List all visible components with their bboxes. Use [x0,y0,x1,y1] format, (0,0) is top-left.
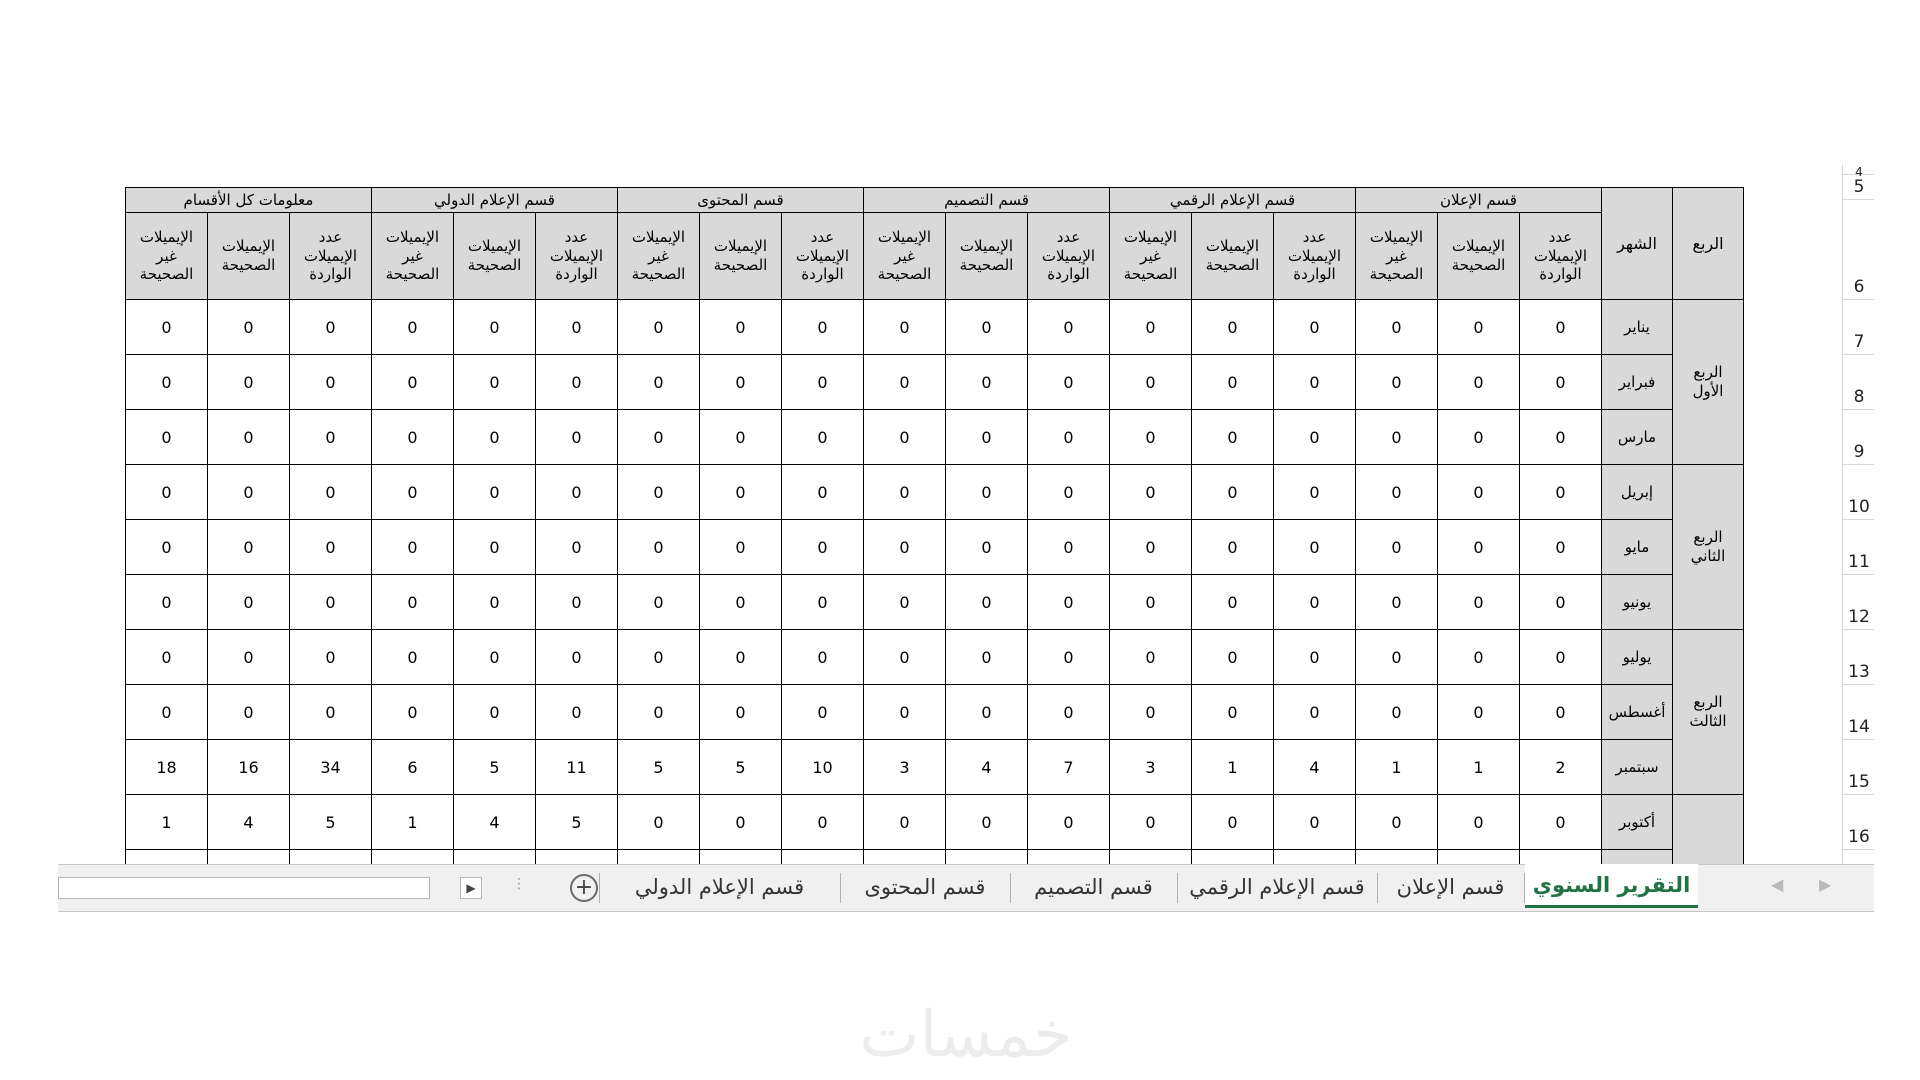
data-cell[interactable]: 0 [946,300,1028,355]
row-number[interactable]: 10 [1843,465,1874,520]
row-number[interactable]: 16 [1843,795,1874,850]
data-cell[interactable]: 0 [536,465,618,520]
data-cell[interactable]: 0 [782,630,864,685]
data-cell[interactable]: 0 [700,520,782,575]
data-cell[interactable]: 3 [864,740,946,795]
data-cell[interactable]: 0 [454,575,536,630]
subcolumn-header[interactable]: الإيميلات الصحيحة [1438,213,1520,300]
data-cell[interactable]: 0 [618,355,700,410]
subcolumn-header[interactable]: الإيميلات الصحيحة [700,213,782,300]
data-cell[interactable]: 0 [208,520,290,575]
sheet-tab[interactable]: قسم الإعلام الرقمي [1189,875,1365,899]
data-cell[interactable]: 0 [864,520,946,575]
data-cell[interactable]: 0 [1438,795,1520,850]
data-cell[interactable]: 0 [1110,355,1192,410]
table-row [126,630,1744,685]
data-cell[interactable]: 0 [1356,685,1438,740]
data-cell[interactable]: 0 [1274,465,1356,520]
data-cell[interactable]: 0 [1356,575,1438,630]
row-number[interactable]: 5 [1843,175,1874,200]
data-cell[interactable] [864,850,946,865]
data-cell[interactable]: 0 [864,465,946,520]
data-cell[interactable]: 0 [618,685,700,740]
data-cell[interactable]: 0 [126,410,208,465]
data-cell[interactable]: 0 [372,355,454,410]
data-cell[interactable]: 0 [864,300,946,355]
data-cell[interactable] [208,850,290,865]
data-cell[interactable]: 0 [1028,410,1110,465]
data-cell[interactable]: 1 [1192,740,1274,795]
data-cell[interactable]: 0 [290,465,372,520]
data-cell[interactable]: 0 [618,410,700,465]
table-row [126,795,1744,850]
data-cell[interactable]: 0 [1274,685,1356,740]
data-cell[interactable]: 0 [1274,355,1356,410]
data-cell[interactable]: 0 [536,575,618,630]
data-cell[interactable]: 0 [700,465,782,520]
chevron-right-icon[interactable]: ▶ [1819,875,1832,894]
data-cell[interactable]: 0 [1028,575,1110,630]
plus-circle-icon: + [574,875,594,900]
data-cell[interactable]: 0 [1192,520,1274,575]
data-cell[interactable]: 0 [700,300,782,355]
data-cell[interactable]: 0 [618,300,700,355]
data-cell[interactable]: 0 [946,355,1028,410]
data-cell[interactable]: 0 [1028,685,1110,740]
data-cell[interactable]: 7 [1028,740,1110,795]
department-header[interactable]: قسم الإعلام الدولي [372,188,618,213]
month-cell[interactable]: يونيو [1602,575,1673,630]
data-cell[interactable]: 4 [1274,740,1356,795]
data-cell[interactable]: 0 [1274,520,1356,575]
sheet-tab[interactable]: قسم الإعلان [1396,875,1505,899]
data-cell[interactable]: 1 [1438,740,1520,795]
data-cell[interactable]: 0 [126,630,208,685]
data-cell[interactable]: 0 [618,630,700,685]
sheet-tab[interactable]: قسم المحتوى [864,875,986,899]
table-row [126,300,1744,355]
data-cell[interactable] [1028,850,1110,865]
data-cell[interactable]: 0 [208,630,290,685]
subcolumn-header[interactable]: الإيميلات الصحيحة [454,213,536,300]
data-cell[interactable]: 16 [208,740,290,795]
data-cell[interactable]: 0 [126,465,208,520]
data-cell[interactable] [372,850,454,865]
row-number[interactable]: 9 [1843,410,1874,465]
data-cell[interactable]: 0 [1438,575,1520,630]
data-cell[interactable]: 0 [454,300,536,355]
data-cell[interactable]: 0 [126,300,208,355]
row-number[interactable]: 7 [1843,300,1874,355]
subcolumn-header[interactable]: الإيميلات غير الصحيحة [1356,213,1438,300]
data-cell[interactable]: 0 [1110,300,1192,355]
department-header-row [126,188,1744,213]
data-cell[interactable]: 0 [1028,300,1110,355]
month-cell[interactable]: مايو [1602,520,1673,575]
subcolumn-header[interactable]: الإيميلات الصحيحة [1192,213,1274,300]
row-number[interactable]: 13 [1843,630,1874,685]
data-cell[interactable]: 0 [946,795,1028,850]
quarter-column-header[interactable]: الربع [1673,188,1744,300]
data-cell[interactable]: 0 [1192,355,1274,410]
data-cell[interactable]: 0 [126,355,208,410]
month-column-header[interactable]: الشهر [1602,188,1673,300]
data-cell[interactable]: 0 [700,575,782,630]
data-cell[interactable]: 0 [1438,630,1520,685]
data-cell[interactable]: 0 [1356,465,1438,520]
data-cell[interactable]: 0 [454,355,536,410]
data-cell[interactable]: 5 [454,740,536,795]
data-cell[interactable]: 0 [208,355,290,410]
data-cell[interactable]: 0 [1438,465,1520,520]
row-number[interactable]: 4 [1843,165,1874,175]
row-number[interactable]: 11 [1843,520,1874,575]
data-cell[interactable]: 0 [618,575,700,630]
subcolumn-header[interactable]: عدد الإيميلات الواردة [290,213,372,300]
data-cell[interactable] [782,850,864,865]
data-cell[interactable]: 0 [290,520,372,575]
month-cell[interactable]: يناير [1602,300,1673,355]
data-cell[interactable]: 0 [1274,410,1356,465]
data-cell[interactable]: 0 [782,795,864,850]
data-cell[interactable]: 0 [1520,630,1602,685]
quarter-cell[interactable]: الربع الأول [1673,300,1744,465]
data-cell[interactable]: 0 [864,575,946,630]
data-cell[interactable]: 0 [1192,795,1274,850]
data-cell[interactable]: 0 [1110,795,1192,850]
data-cell[interactable]: 0 [700,685,782,740]
subcolumn-header[interactable]: الإيميلات غير الصحيحة [126,213,208,300]
data-cell[interactable]: 0 [946,465,1028,520]
data-cell[interactable]: 0 [700,410,782,465]
data-cell[interactable]: 0 [208,410,290,465]
data-cell[interactable]: 0 [290,575,372,630]
subcolumn-header[interactable]: الإيميلات الصحيحة [208,213,290,300]
subcolumn-header[interactable]: الإيميلات غير الصحيحة [864,213,946,300]
table-row [126,410,1744,465]
tab-divider [1010,873,1011,903]
add-sheet-button[interactable] [570,874,598,902]
horizontal-scrollbar[interactable] [58,877,430,899]
data-cell[interactable]: 0 [454,630,536,685]
data-cell[interactable]: 0 [126,685,208,740]
table-row [126,355,1744,410]
subcolumn-header[interactable]: عدد الإيميلات الواردة [782,213,864,300]
data-cell[interactable]: 0 [1192,465,1274,520]
data-cell[interactable]: 0 [1520,685,1602,740]
data-cell[interactable]: 0 [126,520,208,575]
tab-divider [1524,873,1525,903]
data-cell[interactable]: 0 [290,630,372,685]
data-cell[interactable]: 1 [372,795,454,850]
tab-divider [1377,873,1378,903]
subcolumn-header-row [126,213,1744,300]
data-cell[interactable]: 0 [1520,355,1602,410]
data-cell[interactable] [1110,850,1192,865]
data-cell[interactable]: 0 [372,410,454,465]
data-cell[interactable]: 6 [372,740,454,795]
tab-divider [840,873,841,903]
data-cell[interactable]: 5 [536,795,618,850]
data-cell[interactable] [700,850,782,865]
data-cell[interactable]: 0 [1028,795,1110,850]
tab-divider [1177,873,1178,903]
data-cell[interactable]: 0 [454,410,536,465]
scroll-right-icon[interactable]: ▶ [460,877,482,899]
table-row [126,465,1744,520]
data-cell[interactable]: 0 [1110,465,1192,520]
month-cell[interactable]: يوليو [1602,630,1673,685]
sheet-tab[interactable]: قسم التصميم [1034,875,1153,899]
table-row [126,575,1744,630]
data-cell[interactable]: 0 [454,520,536,575]
data-cell[interactable]: 0 [372,300,454,355]
data-cell[interactable]: 0 [1520,520,1602,575]
data-cell[interactable]: 0 [1192,300,1274,355]
data-cell[interactable]: 0 [946,410,1028,465]
data-cell[interactable]: 4 [454,795,536,850]
data-cell[interactable]: 1 [126,795,208,850]
chevron-left-icon[interactable]: ◀ [1771,875,1784,894]
subcolumn-header[interactable]: عدد الإيميلات الواردة [1274,213,1356,300]
data-cell[interactable]: 0 [372,520,454,575]
data-cell[interactable]: 5 [700,740,782,795]
department-header[interactable]: معلومات كل الأقسام [126,188,372,213]
data-cell[interactable]: 0 [1520,300,1602,355]
data-cell[interactable]: 3 [1110,740,1192,795]
data-cell[interactable]: 0 [536,300,618,355]
table-row [126,520,1744,575]
data-cell[interactable]: 18 [126,740,208,795]
data-cell[interactable]: 0 [536,410,618,465]
data-cell[interactable]: 0 [1356,410,1438,465]
data-cell[interactable]: 34 [290,740,372,795]
quarter-cell[interactable]: الربع الثالث [1673,630,1744,795]
data-cell[interactable]: 0 [618,795,700,850]
data-cell[interactable]: 0 [1110,575,1192,630]
quarter-cell[interactable] [1673,795,1744,865]
watermark-logo: خمسات [859,998,1073,1072]
data-cell[interactable] [1192,850,1274,865]
data-cell[interactable]: 0 [1356,355,1438,410]
data-cell[interactable]: 0 [372,630,454,685]
data-cell[interactable]: 5 [618,740,700,795]
data-cell[interactable]: 0 [946,575,1028,630]
sheet-tab[interactable]: التقرير السنوي [1525,864,1698,908]
data-cell[interactable] [1520,850,1602,865]
data-cell[interactable]: 0 [208,575,290,630]
month-cell[interactable]: إبريل [1602,465,1673,520]
row-number[interactable]: 12 [1843,575,1874,630]
data-cell[interactable]: 0 [782,685,864,740]
row-number[interactable]: 15 [1843,740,1874,795]
data-cell[interactable]: 0 [1274,630,1356,685]
data-cell[interactable]: 0 [1438,355,1520,410]
data-cell[interactable]: 0 [1192,575,1274,630]
month-cell[interactable]: فبراير [1602,355,1673,410]
data-cell[interactable]: 0 [782,355,864,410]
data-cell[interactable]: 0 [1110,410,1192,465]
data-cell[interactable]: 0 [700,795,782,850]
table-row [126,850,1744,865]
data-cell[interactable]: 0 [618,520,700,575]
data-cell[interactable]: 10 [782,740,864,795]
quarter-cell[interactable]: الربع الثاني [1673,465,1744,630]
data-cell[interactable]: 0 [864,410,946,465]
data-cell[interactable] [290,850,372,865]
tab-split-handle-icon[interactable]: ⋮ [512,876,526,892]
month-cell[interactable]: أكتوبر [1602,795,1673,850]
subcolumn-header[interactable]: الإيميلات الصحيحة [946,213,1028,300]
data-cell[interactable]: 0 [946,630,1028,685]
data-cell[interactable]: 5 [290,795,372,850]
data-cell[interactable]: 0 [1192,685,1274,740]
data-cell[interactable]: 0 [618,465,700,520]
spreadsheet-grid[interactable] [58,165,1874,864]
data-cell[interactable]: 0 [1438,410,1520,465]
data-cell[interactable]: 0 [1438,300,1520,355]
data-cell[interactable] [536,850,618,865]
data-cell[interactable]: 0 [1356,300,1438,355]
month-cell[interactable]: مارس [1602,410,1673,465]
data-cell[interactable]: 0 [1274,575,1356,630]
data-cell[interactable] [618,850,700,865]
data-cell[interactable]: 0 [208,465,290,520]
data-cell[interactable]: 0 [290,410,372,465]
data-cell[interactable]: 0 [946,520,1028,575]
data-cell[interactable]: 0 [372,575,454,630]
data-cell[interactable]: 0 [536,630,618,685]
sheet-tab[interactable]: قسم الإعلام الدولي [634,875,805,899]
data-cell[interactable]: 0 [864,630,946,685]
month-cell[interactable]: سبتمبر [1602,740,1673,795]
data-cell[interactable]: 1 [1356,740,1438,795]
data-cell[interactable]: 0 [1028,465,1110,520]
data-cell[interactable]: 0 [864,685,946,740]
table-row [126,685,1744,740]
data-cell[interactable]: 0 [1520,410,1602,465]
data-cell[interactable]: 0 [700,355,782,410]
data-cell[interactable]: 4 [208,795,290,850]
data-cell[interactable]: 0 [536,685,618,740]
row-number[interactable]: 8 [1843,355,1874,410]
data-cell[interactable]: 0 [700,630,782,685]
data-cell[interactable]: 0 [1356,630,1438,685]
data-cell[interactable]: 0 [1274,300,1356,355]
data-cell[interactable]: 0 [454,465,536,520]
subcolumn-header[interactable]: الإيميلات غير الصحيحة [618,213,700,300]
month-cell[interactable]: أغسطس [1602,685,1673,740]
data-cell[interactable]: 0 [1028,355,1110,410]
data-cell[interactable]: 0 [1520,795,1602,850]
data-cell[interactable]: 0 [1192,630,1274,685]
data-cell[interactable]: 0 [782,410,864,465]
data-cell[interactable]: 0 [946,685,1028,740]
data-cell[interactable]: 0 [290,355,372,410]
data-cell[interactable]: 0 [126,575,208,630]
subcolumn-header[interactable]: الإيميلات غير الصحيحة [372,213,454,300]
data-cell[interactable] [1274,850,1356,865]
data-cell[interactable]: 0 [1110,685,1192,740]
data-cell[interactable] [126,850,208,865]
month-cell[interactable] [1602,850,1673,865]
data-cell[interactable] [946,850,1028,865]
data-cell[interactable]: 0 [1520,465,1602,520]
data-cell[interactable] [454,850,536,865]
data-cell[interactable]: 4 [946,740,1028,795]
data-cell[interactable]: 0 [454,685,536,740]
data-cell[interactable]: 0 [1520,575,1602,630]
department-header[interactable]: قسم الإعلام الرقمي [1110,188,1356,213]
annual-report-table [125,187,1744,864]
data-cell[interactable]: 0 [536,355,618,410]
data-cell[interactable]: 0 [782,520,864,575]
row-number[interactable]: 14 [1843,685,1874,740]
data-cell[interactable]: 0 [536,520,618,575]
subcolumn-header[interactable]: عدد الإيميلات الواردة [1520,213,1602,300]
data-cell[interactable]: 11 [536,740,618,795]
data-cell[interactable]: 0 [864,355,946,410]
subcolumn-header[interactable]: عدد الإيميلات الواردة [536,213,618,300]
department-header[interactable]: قسم الإعلان [1356,188,1602,213]
data-cell[interactable]: 0 [1274,795,1356,850]
data-cell[interactable]: 0 [1356,520,1438,575]
data-cell[interactable]: 0 [290,685,372,740]
data-cell[interactable]: 0 [290,300,372,355]
row-number[interactable]: 6 [1843,200,1874,300]
subcolumn-header[interactable]: عدد الإيميلات الواردة [1028,213,1110,300]
data-cell[interactable]: 0 [372,465,454,520]
department-header[interactable]: قسم المحتوى [618,188,864,213]
data-cell[interactable]: 0 [1110,520,1192,575]
data-cell[interactable]: 0 [1356,795,1438,850]
subcolumn-header[interactable]: الإيميلات غير الصحيحة [1110,213,1192,300]
data-cell[interactable]: 0 [1028,630,1110,685]
table-row [126,740,1744,795]
data-cell[interactable]: 0 [1110,630,1192,685]
data-cell[interactable] [1356,850,1438,865]
row-headers [1842,165,1874,864]
data-cell[interactable]: 0 [372,685,454,740]
data-cell[interactable]: 0 [1438,685,1520,740]
data-cell[interactable]: 0 [1028,520,1110,575]
tab-divider [599,873,600,903]
sheet-tab-bar [58,864,1874,912]
department-header[interactable]: قسم التصميم [864,188,1110,213]
data-cell[interactable]: 0 [864,795,946,850]
data-cell[interactable]: 0 [208,685,290,740]
data-cell[interactable]: 0 [782,575,864,630]
data-cell[interactable]: 0 [1192,410,1274,465]
data-cell[interactable]: 0 [1438,520,1520,575]
data-cell[interactable]: 2 [1520,740,1602,795]
data-cell[interactable]: 0 [782,300,864,355]
data-cell[interactable] [1438,850,1520,865]
data-cell[interactable]: 0 [782,465,864,520]
data-cell[interactable]: 0 [208,300,290,355]
